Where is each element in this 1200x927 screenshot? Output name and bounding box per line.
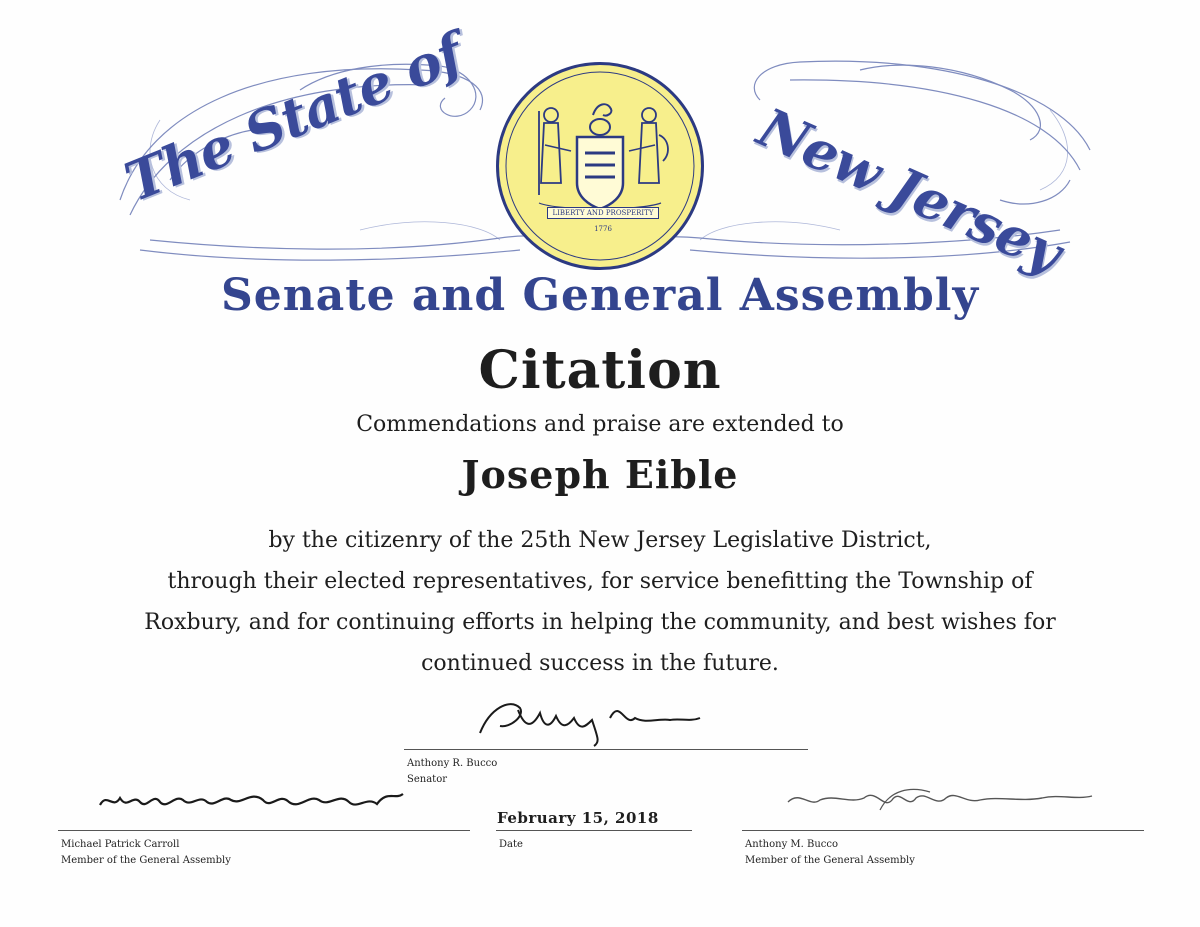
carroll-role: Member of the General Assembly (61, 855, 231, 866)
date-label: Date (499, 839, 523, 850)
body-line: Roxbury, and for continuing efforts in helping the community, and best wishes for (144, 610, 1056, 635)
body-line: continued success in the future. (421, 651, 779, 676)
carroll-signature-line (58, 830, 470, 831)
seal-year: 1776 (594, 225, 612, 233)
senator-name: Anthony R. Bucco (407, 758, 498, 769)
state-of-banner: The State of (116, 20, 471, 215)
senate-assembly-title: Senate and General Assembly (220, 270, 980, 321)
recipient-name: Joseph Eible (461, 452, 739, 497)
body-line: by the citizenry of the 25th New Jersey Legislative District, (268, 528, 932, 553)
bucco-name: Anthony M. Bucco (745, 839, 839, 850)
commendation-intro: Commendations and praise are extended to (356, 412, 844, 437)
seal-motto: LIBERTY AND PROSPERITY (547, 207, 659, 219)
bucco-signature-line (742, 830, 1144, 831)
certificate-header (0, 0, 1200, 286)
date-line (496, 830, 692, 831)
bucco-role: Member of the General Assembly (745, 855, 915, 866)
senator-signature-line (404, 749, 808, 750)
senator-signature (470, 688, 710, 748)
body-line: through their elected representatives, for service benefitting the Township of (167, 569, 1033, 594)
new-jersey-banner: New Jersey (748, 95, 1071, 286)
citation-heading: Citation (478, 340, 722, 401)
bucco-signature (780, 780, 1100, 820)
seal-emblem (499, 65, 701, 267)
citation-body (60, 520, 1140, 684)
carroll-name: Michael Patrick Carroll (61, 839, 180, 850)
carroll-signature (95, 780, 415, 820)
senator-role: Senator (407, 774, 447, 785)
state-seal-icon (496, 62, 704, 270)
date-value: February 15, 2018 (497, 809, 659, 827)
